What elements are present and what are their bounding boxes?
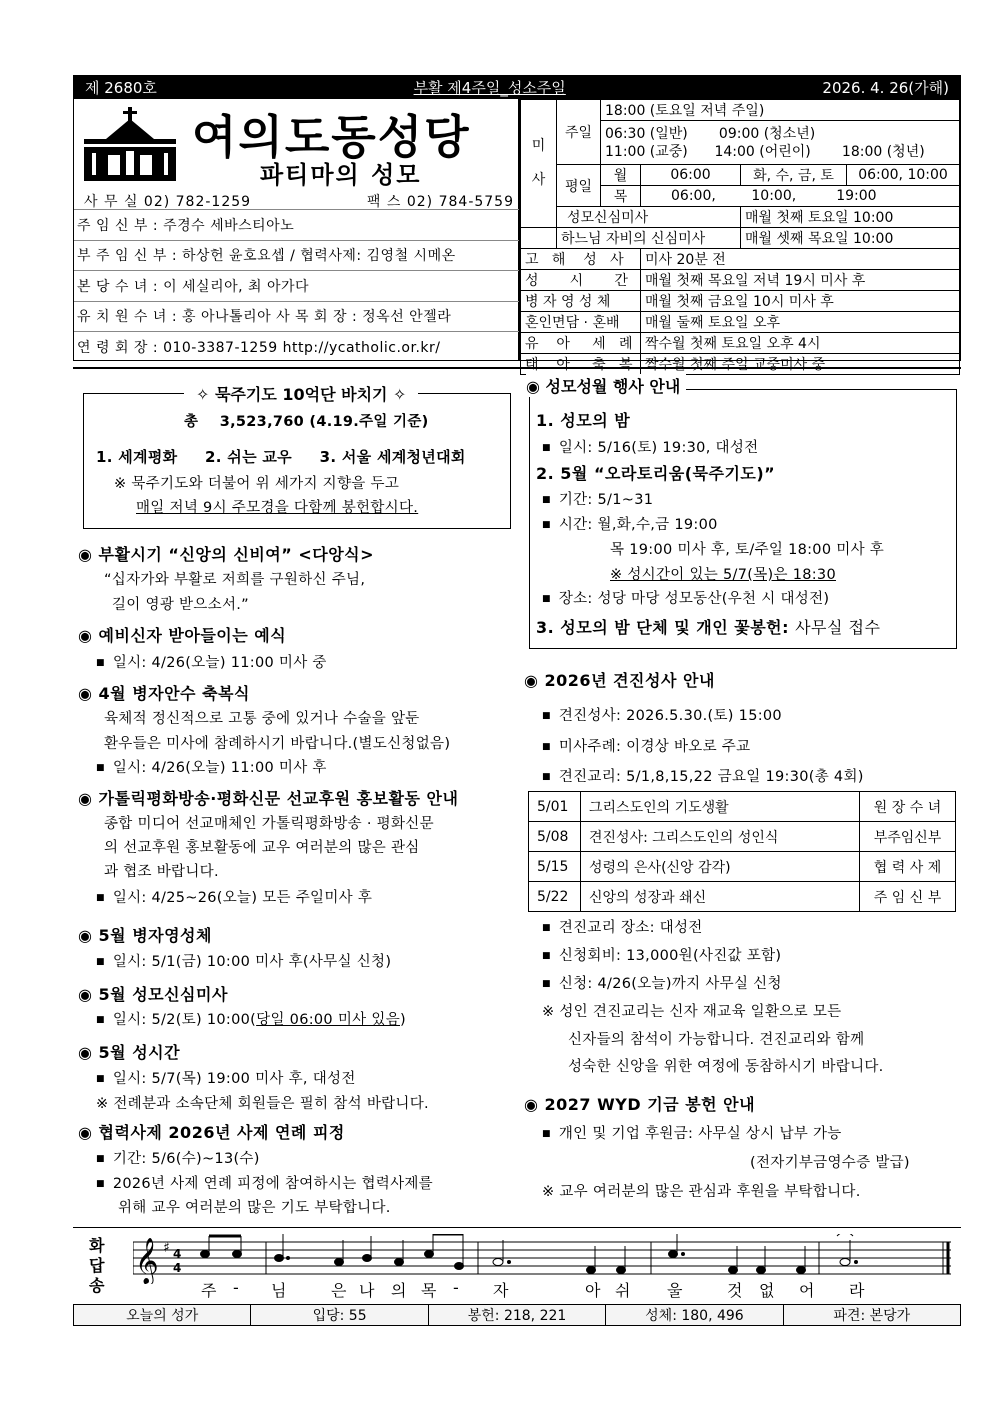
- sacrament-value: 매월 첫째 목요일 저녁 19시 미사 후: [641, 270, 960, 291]
- table-cell: 견진성사: 그리스도인의 성인식: [581, 822, 860, 852]
- event-text: ■ 장소: 성당 마당 성모동산(우천 시 대성전): [542, 587, 829, 608]
- mon-label: 월: [601, 165, 641, 186]
- table-cell: 신앙의 성장과 쇄신: [581, 882, 860, 912]
- mercy-value: 매월 셋째 목요일 10:00: [741, 228, 960, 249]
- responsorial-psalm: [73, 1227, 961, 1304]
- lyric-syllable: 의: [391, 1281, 407, 1300]
- section-text: ■ 일시: 4/26(오늘) 11:00 미사 중: [96, 651, 327, 672]
- event-text: ■ 시간: 월,화,수,금 19:00: [542, 513, 718, 534]
- section-text: 의 선교후원 홍보활동에 교우 여러분의 많은 관심: [104, 840, 420, 856]
- section-title: ◉ 협력사제 2026년 사제 연례 피정: [78, 1123, 345, 1142]
- sacrament-label: 유 아 세 례: [521, 333, 641, 354]
- table-cell: 5/22: [529, 882, 581, 912]
- event-text: [610, 563, 836, 584]
- church-logo-icon: [84, 105, 176, 181]
- staff-row: 유 치 원 수 녀 : 홍 아나톨리아 사 목 회 장 : 정옥선 안젤라: [74, 301, 520, 332]
- rosary-note: 매일 저녁 9시 주모경을 다함께 봉헌합시다.: [136, 500, 419, 516]
- svg-text:♯: ♯: [163, 1240, 170, 1256]
- mercy-label: 하느님 자비의 신심미사: [557, 228, 741, 249]
- sacrament-label: 병 자 영 성 체: [521, 291, 641, 312]
- table-row: [529, 792, 956, 822]
- section-text: ■ 견진성사: 2026.5.30.(토) 15:00: [542, 704, 782, 725]
- issue-date: 2026. 4. 26(가해): [822, 78, 949, 97]
- header-divider: [73, 367, 961, 369]
- section-text: ■ 2026년 사제 연례 피정에 참여하시는 협력사제를: [96, 1172, 433, 1193]
- thu-time: 06:00, 10:00, 19:00: [641, 186, 960, 207]
- staff-list: [74, 209, 520, 362]
- psalm-side-label: [89, 1236, 104, 1296]
- mass-label-char: 미: [531, 137, 546, 154]
- section-text-part: 일시: 5/2(토) 10:00(: [112, 1012, 257, 1028]
- sunday-mass-line: 06:30 (일반) 09:00 (청소년): [605, 125, 816, 142]
- staff-row: 본 당 수 녀 : 이 세실리아, 최 아가다: [74, 270, 520, 301]
- lyric-syllable: 아: [585, 1281, 601, 1300]
- section-text: ■ 일시: 4/26(오늘) 11:00 미사 후: [96, 756, 327, 777]
- svg-text:4: 4: [173, 1247, 182, 1261]
- table-row: [529, 822, 956, 852]
- section-text: ■ 견진교리: 5/1,8,15,22 금요일 19:30(총 4회): [542, 765, 864, 786]
- section-text: ■ 일시: 5/1(금) 10:00 미사 후(사무실 신청): [96, 950, 391, 971]
- confirmation-schedule-table: [528, 791, 956, 912]
- weekday-label: 평일: [557, 165, 601, 207]
- tue-time: 06:00, 10:00: [847, 165, 960, 186]
- psalm-side-char: 송: [89, 1276, 105, 1295]
- rosary-total: 총 3,523,760 (4.19.주일 기준): [184, 414, 429, 430]
- psalm-side-char: 답: [89, 1256, 105, 1275]
- section-text: 위해 교우 여러분의 많은 기도 부탁합니다.: [118, 1200, 391, 1216]
- section-text: ※ 성인 견진교리는 신자 재교육 일환으로 모든: [542, 1004, 842, 1020]
- section-text: ※ 전례분과 소속단체 회원들은 필히 참석 바랍니다.: [96, 1096, 429, 1112]
- event-text: 목 19:00 미사 후, 토/주일 18:00 미사 후: [610, 542, 885, 558]
- section-text: 환우들은 미사에 참례하시기 바랍니다.(별도신청없음): [104, 736, 451, 752]
- section-text: ■ 기간: 5/6(수)~13(수): [96, 1147, 260, 1168]
- mass-label-char: 사: [531, 171, 546, 188]
- sacrament-value: 매월 둘째 토요일 오후: [641, 312, 960, 333]
- parish-name: 여의도동성당: [192, 110, 471, 164]
- sacrament-label: 성 시 간: [521, 270, 641, 291]
- lyric-syllable: 나: [359, 1281, 375, 1300]
- parish-patron: 파티마의 성모: [260, 161, 422, 189]
- lyric-syllable: -: [233, 1278, 239, 1297]
- svg-text:𝄞: 𝄞: [135, 1238, 159, 1284]
- sunday-mass-line: 11:00 (교중) 14:00 (어린이) 18:00 (청년): [605, 143, 925, 160]
- mass-label: [521, 100, 557, 228]
- may-event-title: ◉ 성모성월 행사 안내: [526, 374, 686, 397]
- sunday-label: 주일: [557, 100, 601, 165]
- section-text: 성숙한 신앙을 위한 여정에 동참하시기 바랍니다.: [568, 1059, 884, 1075]
- lyric-syllable: 없: [759, 1281, 775, 1300]
- sunday-mass-2: [601, 121, 960, 165]
- hymn-label: 오늘의 성가: [126, 1308, 199, 1324]
- section-title: ◉ 가톨릭평화방송·평화신문 선교후원 홍보활동 안내: [78, 789, 459, 808]
- section-title: ◉ 예비신자 받아들이는 예식: [78, 626, 287, 645]
- section-text-part: ): [400, 1012, 406, 1028]
- table-cell: 협 력 사 제: [860, 852, 956, 882]
- lyric-syllable: -: [453, 1278, 459, 1297]
- hymn-offertory: 봉헌: 218, 221: [428, 1305, 605, 1325]
- lyric-syllable: 것: [727, 1281, 743, 1300]
- thu-label: 목: [601, 186, 641, 207]
- lyric-syllable: 어: [799, 1281, 815, 1300]
- section-text: ■ 일시: 4/25~26(오늘) 모든 주일미사 후: [96, 886, 372, 907]
- event-text: ■ 일시: 5/16(토) 19:30, 대성전: [542, 436, 758, 457]
- section-text: 육체적 정신적으로 고통 중에 있거나 수술을 앞둔: [104, 711, 420, 727]
- table-cell: 부주임신부: [860, 822, 956, 852]
- event-heading: 2. 5월 “오라토리움(묵주기도)”: [536, 464, 776, 483]
- lyric-syllable: 쉬: [615, 1281, 631, 1300]
- section-title: ◉ 부활시기 “신앙의 신비여” <다앙식>: [78, 545, 375, 564]
- mass-schedule: [519, 99, 961, 373]
- event-text-note: ※ 성시간이 있는 5/7(목)은 18:30: [610, 567, 836, 583]
- staff-row: 부 주 임 신 부 : 하상헌 윤호요셉 / 협력사제: 김영철 시메온: [74, 240, 520, 271]
- rosary-intentions: 1. 세계평화 2. 쉬는 교우 3. 서울 세계청년대회: [96, 448, 466, 466]
- section-text: 신자들의 참석이 가능합니다. 견진교리와 함께: [568, 1032, 865, 1048]
- section-text: “십자가와 부활로 저희를 구원하신 주님,: [104, 572, 366, 588]
- section-text: ■ 미사주례: 이경상 바오로 주교: [542, 735, 750, 756]
- lyric-syllable: 은: [331, 1281, 347, 1300]
- lyric-syllable: 자: [493, 1281, 509, 1300]
- fax-number: 팩 스 02) 784-5759: [366, 194, 514, 210]
- table-cell: 5/15: [529, 852, 581, 882]
- event-text: ■ 기간: 5/1~31: [542, 488, 653, 509]
- section-text: ※ 교우 여러분의 많은 관심과 후원을 부탁합니다.: [542, 1184, 861, 1200]
- sunday-mass-1: 18:00 (토요일 저녁 주일): [601, 100, 960, 121]
- psalm-side-char: 화: [89, 1236, 105, 1255]
- sacrament-value: 매월 첫째 금요일 10시 미사 후: [641, 291, 960, 312]
- section-text: ■ 신청회비: 13,000원(사진값 포함): [542, 944, 781, 965]
- section-title: ◉ 4월 병자안수 축복식: [78, 684, 250, 703]
- table-row: [529, 882, 956, 912]
- sacrament-label: 혼인면담 · 혼배: [521, 312, 641, 333]
- lyric-syllable: 울: [667, 1281, 683, 1300]
- section-title: ◉ 2026년 견진성사 안내: [524, 671, 715, 690]
- section-text: [96, 1008, 406, 1029]
- table-cell: 5/08: [529, 822, 581, 852]
- staff-row: 주 임 신 부 : 주경수 세바스티아노: [74, 209, 520, 240]
- tue-label: 화, 수, 금, 토: [741, 165, 847, 186]
- table-cell: 5/01: [529, 792, 581, 822]
- office-contact: [84, 191, 514, 211]
- section-title: ◉ 2027 WYD 기금 봉헌 안내: [524, 1095, 756, 1114]
- lyric-syllable: 목: [421, 1281, 437, 1300]
- hymn-bar: [73, 1304, 961, 1326]
- may-event-box: [529, 389, 957, 649]
- section-text: ■ 개인 및 기업 후원금: 사무실 상시 납부 가능: [542, 1122, 842, 1143]
- issue-bar: [73, 75, 961, 99]
- section-title: ◉ 5월 성시간: [78, 1043, 181, 1062]
- event-heading: 1. 성모의 밤: [536, 411, 631, 430]
- event-heading: [536, 615, 880, 638]
- devotion-value: 매월 첫째 토요일 10:00: [741, 207, 960, 228]
- table-cell: 원 장 수 녀: [860, 792, 956, 822]
- table-cell: 그리스도인의 기도생활: [581, 792, 860, 822]
- lyric-syllable: 주: [201, 1281, 217, 1300]
- event-heading-text: 3. 성모의 밤 단체 및 개인 꽃봉헌:: [536, 618, 790, 637]
- table-row: [529, 852, 956, 882]
- svg-text:4: 4: [173, 1261, 182, 1275]
- office-phone: 사 무 실 02) 782-1259: [84, 194, 252, 210]
- hymn-recessional: 파견: 본당가: [783, 1305, 960, 1325]
- music-staff: [133, 1234, 953, 1284]
- table-cell: 주 임 신 부: [860, 882, 956, 912]
- sacrament-value: 짝수월 첫째 토요일 오후 4시: [641, 333, 960, 354]
- section-title: ◉ 5월 성모신심미사: [78, 985, 228, 1004]
- parish-header: [73, 99, 519, 361]
- staff-row: 연 령 회 장 : 010-3387-1259 http://ycatholic.or.kr/: [74, 331, 520, 362]
- section-text: 과 협조 바랍니다.: [104, 864, 219, 880]
- rosary-note: ※ 묵주기도와 더불어 위 세가지 지향을 두고: [114, 476, 400, 492]
- hymn-entrance: 입당: 55: [250, 1305, 427, 1325]
- section-text: 길이 영광 받으소서.”: [112, 597, 249, 613]
- sacrament-label: 고 해 성 사: [521, 249, 641, 270]
- lyric-syllable: 님: [271, 1281, 287, 1300]
- section-text-underlined: 당일 06:00 미사 있음: [256, 1012, 400, 1028]
- lyric-syllable: 라: [849, 1281, 865, 1300]
- liturgical-sunday: 부활 제4주일_성소주일: [413, 78, 566, 97]
- section-text: 종합 미디어 선교매체인 가톨릭평화방송 · 평화신문: [104, 816, 434, 832]
- sacrament-value: 미사 20분 전: [641, 249, 960, 270]
- section-text: ■ 견진교리 장소: 대성전: [542, 916, 703, 937]
- mon-time: 06:00: [641, 165, 741, 186]
- section-text: (전자기부금영수증 발급): [750, 1155, 910, 1171]
- issue-number: 제 2680호: [85, 78, 157, 97]
- section-title: ◉ 5월 병자영성체: [78, 926, 212, 945]
- table-cell: 성령의 은사(신앙 감각): [581, 852, 860, 882]
- section-text: ■ 일시: 5/7(목) 19:00 미사 후, 대성전: [96, 1067, 356, 1088]
- section-text: ■ 신청: 4/26(오늘)까지 사무실 신청: [542, 972, 782, 993]
- event-heading-value: 사무실 접수: [795, 618, 881, 637]
- sacrament-label: 태 아 축 복: [521, 354, 641, 375]
- psalm-lyrics: [197, 1278, 957, 1300]
- sacrament-value: 짝수월 첫째 주일 교중미사 중: [641, 354, 960, 375]
- rosary-box: [83, 385, 511, 529]
- rosary-title: ✧ 묵주기도 10억단 바치기 ✧: [184, 382, 418, 405]
- devotion-label: 성모신심미사: [557, 207, 741, 228]
- hymn-communion: 성체: 180, 496: [605, 1305, 782, 1325]
